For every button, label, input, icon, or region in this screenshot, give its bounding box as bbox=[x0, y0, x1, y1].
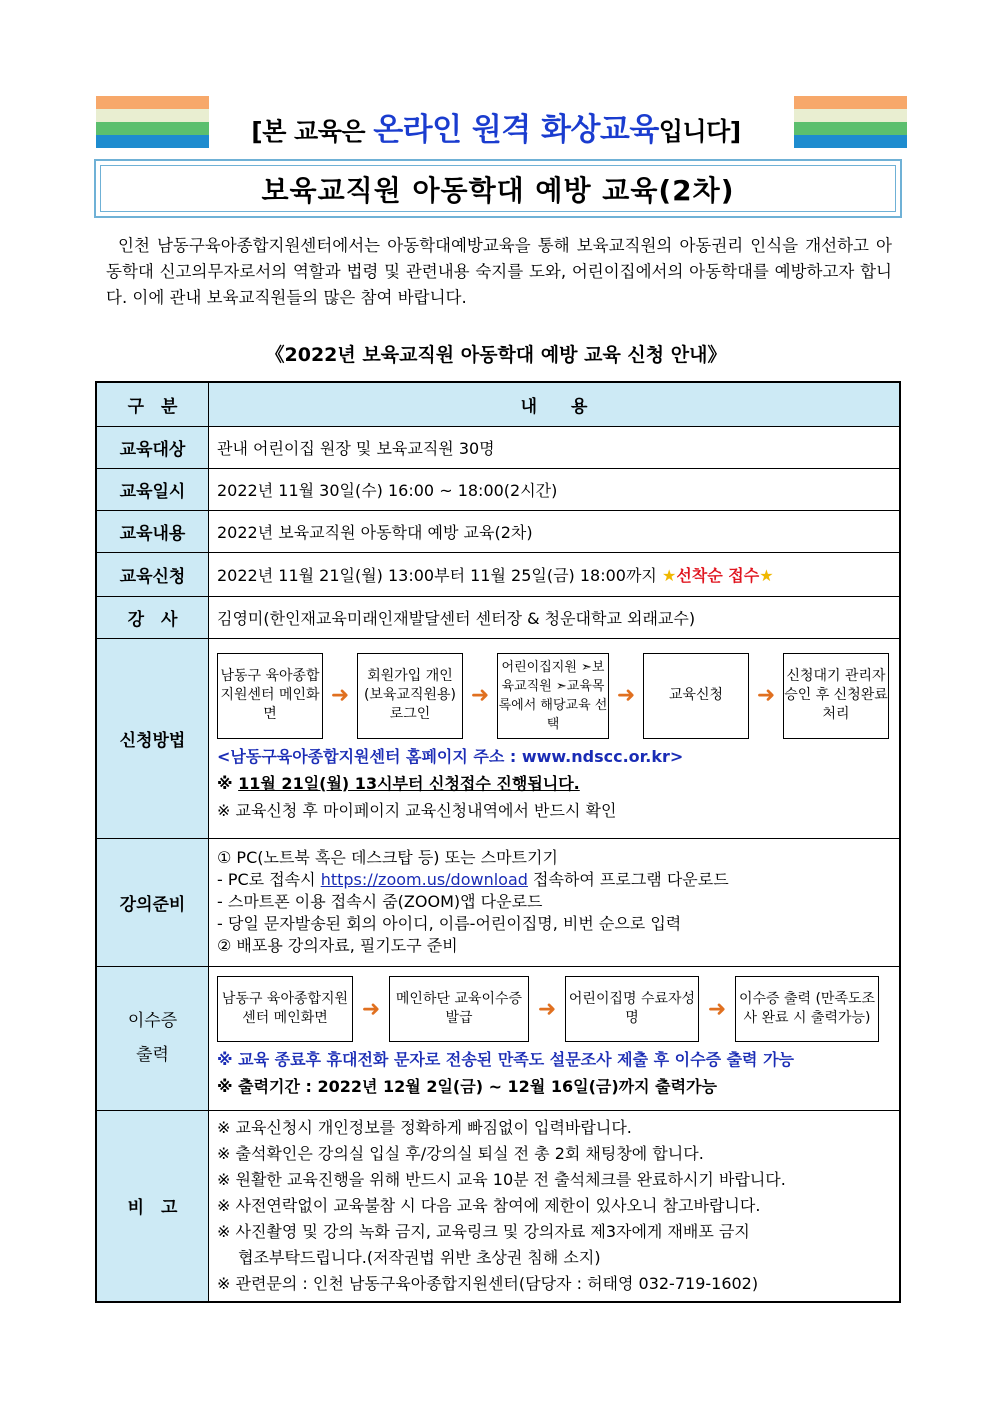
remark-line: ※ 원활한 교육진행을 위해 반드시 교육 10분 전 출석체크를 완료하시기 바랍니다. bbox=[217, 1169, 786, 1189]
cert-flow bbox=[217, 976, 891, 1042]
row-prep bbox=[96, 838, 900, 966]
prep-line-5: ② 배포용 강의자료, 필기도구 준비 bbox=[217, 936, 458, 955]
label-cert bbox=[96, 966, 209, 1110]
remark-line: ※ 출석확인은 강의실 입실 후/강의실 퇴실 전 총 2회 채팅창에 합니다. bbox=[217, 1143, 704, 1163]
label-cert-1: 이수증 bbox=[127, 1011, 178, 1031]
cert-step-box: 이수증 출력 (만족도조사 완료 시 출력가능) bbox=[735, 976, 879, 1042]
remark-line: 협조부탁드립니다.(저작권법 위반 초상권 침해 소지) bbox=[217, 1247, 601, 1267]
table-header-row bbox=[96, 382, 900, 426]
header-category: 구 분 bbox=[96, 382, 209, 426]
row-apply bbox=[96, 552, 900, 596]
intro-paragraph: 인천 남동구육아종합지원센터에서는 아동학대예방교육을 통해 보육교직원의 아동권리 인식을 개선하고 아동학대 신고의무자로서의 역할과 법령 및 관련내용 숙지를 도와, 어린이집에서의 아동학대를 예방하고자 합니다. 이에 관내 보육교직원들의 많은 참여 바랍니다. bbox=[106, 236, 892, 307]
note1-text: 11월 21일(월) 13시부터 신청접수 진행됩니다. bbox=[238, 773, 580, 793]
decorative-stripe-left bbox=[96, 96, 209, 148]
value-remark bbox=[209, 1110, 901, 1302]
page-title: 보육교직원 아동학대 예방 교육(2차) bbox=[100, 165, 896, 212]
banner-highlight: 온라인 원격 화상교육 bbox=[373, 112, 659, 148]
remark-line: ※ 사전연락없이 교육불참 시 다음 교육 참여에 제한이 있사오니 참고바랍니다. bbox=[217, 1195, 761, 1215]
homepage-address: <남동구육아종합지원센터 홈페이지 주소 : www.ndscc.or.kr> bbox=[217, 746, 684, 766]
arrow-icon: ➜ bbox=[330, 683, 350, 708]
cert-note-1: ※ 교육 종료후 휴대전화 문자로 전송된 만족도 설문조사 제출 후 이수증 출력 가능 bbox=[217, 1050, 794, 1069]
value-date: 2022년 11월 30일(수) 16:00 ~ 18:00(2시간) bbox=[209, 468, 901, 510]
row-content bbox=[96, 510, 900, 552]
label-target: 교육대상 bbox=[96, 426, 209, 468]
arrow-icon: ➜ bbox=[361, 996, 381, 1022]
decorative-stripe-right bbox=[794, 96, 907, 148]
note-mark: ※ bbox=[217, 773, 233, 793]
cert-step-box: 남동구 육아종합지원센터 메인화면 bbox=[217, 976, 353, 1042]
value-method bbox=[209, 638, 901, 838]
step-box: 교육신청 bbox=[643, 653, 749, 739]
arrow-icon: ➜ bbox=[707, 996, 727, 1022]
method-flow bbox=[217, 653, 891, 739]
value-prep bbox=[209, 838, 901, 966]
value-target: 관내 어린이집 원장 및 보육교직원 30명 bbox=[209, 426, 901, 468]
prep-line2-post: 접속하여 프로그램 다운로드 bbox=[527, 870, 729, 889]
cert-note-2: ※ 출력기간 : 2022년 12월 2일(금) ~ 12월 16일(금)까지 출력가능 bbox=[217, 1077, 717, 1096]
banner-post: 입니다] bbox=[658, 117, 741, 146]
arrow-icon: ➜ bbox=[537, 996, 557, 1022]
method-note-2: ※ 교육신청 후 마이페이지 교육신청내역에서 반드시 확인 bbox=[217, 800, 617, 820]
remark-line: ※ 사진촬영 및 강의 녹화 금지, 교육링크 및 강의자료 제3자에게 재배포 금지 bbox=[217, 1221, 750, 1241]
banner-pre: [본 교육은 bbox=[251, 117, 374, 146]
value-cert bbox=[209, 966, 901, 1110]
arrow-icon: ➜ bbox=[616, 683, 636, 708]
value-content: 2022년 보육교직원 아동학대 예방 교육(2차) bbox=[209, 510, 901, 552]
cert-step-box: 메인하단 교육이수증발급 bbox=[389, 976, 529, 1042]
row-method bbox=[96, 638, 900, 838]
remark-line: ※ 교육신청시 개인정보를 정확하게 빠짐없이 입력바랍니다. bbox=[217, 1117, 632, 1137]
prep-line-3: - 스마트폰 이용 접속시 줌(ZOOM)앱 다운로드 bbox=[217, 892, 543, 911]
remark-line: ※ 관련문의 : 인천 남동구육아종합지원센터(담당자 : 허태영 032-719-1602) bbox=[217, 1273, 759, 1293]
method-note-1 bbox=[217, 770, 891, 797]
info-table bbox=[95, 381, 901, 1303]
arrow-icon: ➜ bbox=[470, 683, 490, 708]
label-date: 교육일시 bbox=[96, 468, 209, 510]
online-banner bbox=[220, 104, 772, 149]
value-apply bbox=[209, 552, 901, 596]
step-box: 신청대기 관리자 승인 후 신청완료처리 bbox=[783, 653, 889, 739]
label-cert-2: 출력 bbox=[136, 1045, 169, 1065]
row-target bbox=[96, 426, 900, 468]
prep-line2-pre: - PC로 접속시 bbox=[217, 870, 321, 889]
label-apply: 교육신청 bbox=[96, 552, 209, 596]
prep-line-2 bbox=[217, 869, 891, 891]
subtitle: 《2022년 보육교직원 아동학대 예방 교육 신청 안내》 bbox=[265, 344, 727, 366]
row-cert bbox=[96, 966, 900, 1110]
label-method: 신청방법 bbox=[96, 638, 209, 838]
prep-line-4: - 당일 문자발송된 회의 아이디, 이름-어린이집명, 비번 순으로 입력 bbox=[217, 914, 682, 933]
label-lecturer: 강 사 bbox=[96, 596, 209, 638]
star-icon: ★ bbox=[759, 565, 774, 585]
cert-step-box: 어린이집명 수료자성명 bbox=[565, 976, 699, 1042]
label-content: 교육내용 bbox=[96, 510, 209, 552]
first-come-badge: 선착순 접수 bbox=[676, 565, 760, 585]
apply-period: 2022년 11월 21일(월) 13:00부터 11월 25일(금) 18:00까지 bbox=[217, 565, 657, 585]
label-prep: 강의준비 bbox=[96, 838, 209, 966]
step-box: 어린이집지원 ➣보육교직원 ➣교육목록에서 해당교육 선택 bbox=[497, 653, 609, 739]
zoom-download-link[interactable]: https://zoom.us/download bbox=[320, 870, 528, 889]
star-icon: ★ bbox=[661, 565, 677, 585]
value-lecturer: 김영미(한인재교육미래인재발달센터 센터장 & 청운대학교 외래교수) bbox=[209, 596, 901, 638]
title-box bbox=[94, 159, 902, 218]
arrow-icon: ➜ bbox=[756, 683, 776, 708]
header-content: 내 용 bbox=[209, 382, 901, 426]
label-remark: 비 고 bbox=[96, 1110, 209, 1302]
row-remark bbox=[96, 1110, 900, 1302]
step-box: 남동구 육아종합 지원센터 메인화면 bbox=[217, 653, 323, 739]
row-date bbox=[96, 468, 900, 510]
prep-line-1: ① PC(노트북 혹은 데스크탑 등) 또는 스마트기기 bbox=[217, 848, 558, 867]
row-lecturer bbox=[96, 596, 900, 638]
step-box: 회원가입 개인 (보육교직원용) 로그인 bbox=[357, 653, 463, 739]
